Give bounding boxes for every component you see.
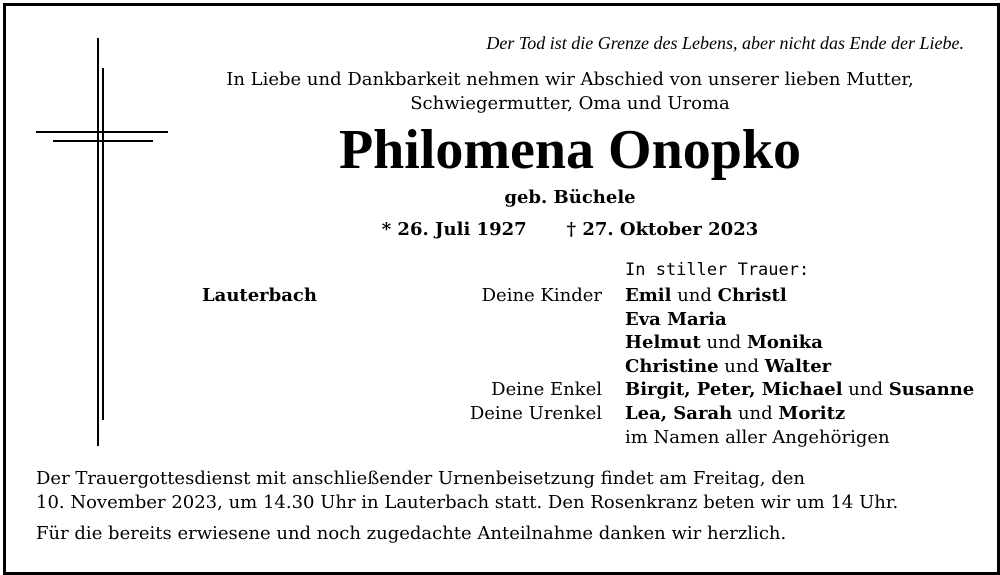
mourner-row-4: Christine und Walter xyxy=(625,356,832,377)
maiden-name: geb. Büchele xyxy=(504,187,636,208)
enkel-label: Deine Enkel xyxy=(491,379,602,400)
service-line-1: Der Trauergottesdienst mit anschließender Urnenbeisetzung findet am Freitag, den xyxy=(36,468,806,489)
mourner-row-2: Eva Maria xyxy=(625,309,727,330)
service-line-2: 10. November 2023, um 14.30 Uhr in Lauterbach statt. Den Rosenkranz beten wir um 14 Uhr. xyxy=(36,492,899,513)
kinder-label: Deine Kinder xyxy=(481,285,602,306)
mourner-row-5: Birgit, Peter, Michael und Susanne xyxy=(625,379,975,400)
mourner-row-6: Lea, Sarah und Moritz xyxy=(625,403,846,424)
urenkel-label: Deine Urenkel xyxy=(469,403,602,424)
deceased-name: Philomena Onopko xyxy=(338,119,802,181)
birth-date: * 26. Juli 1927 xyxy=(381,219,527,240)
mourning-header: In stiller Trauer: xyxy=(625,260,810,280)
mourner-row-1: Emil und Christl xyxy=(625,285,787,306)
life-dates xyxy=(175,219,965,240)
mourner-row-3: Helmut und Monika xyxy=(625,332,823,353)
thanks-line: Für die bereits erwiesene und noch zugedachte Anteilnahme danken wir herzlich. xyxy=(36,523,787,544)
motto: Der Tod ist die Grenze des Lebens, aber nicht das Ende der Liebe. xyxy=(486,33,964,53)
intro-line-1: In Liebe und Dankbarkeit nehmen wir Abschied von unserer lieben Mutter, xyxy=(226,69,914,90)
intro-line-2: Schwiegermutter, Oma und Uroma xyxy=(410,93,730,114)
mourners-closing: im Namen aller Angehörigen xyxy=(625,427,890,448)
death-date: † 27. Oktober 2023 xyxy=(566,219,759,240)
place: Lauterbach xyxy=(202,285,317,306)
